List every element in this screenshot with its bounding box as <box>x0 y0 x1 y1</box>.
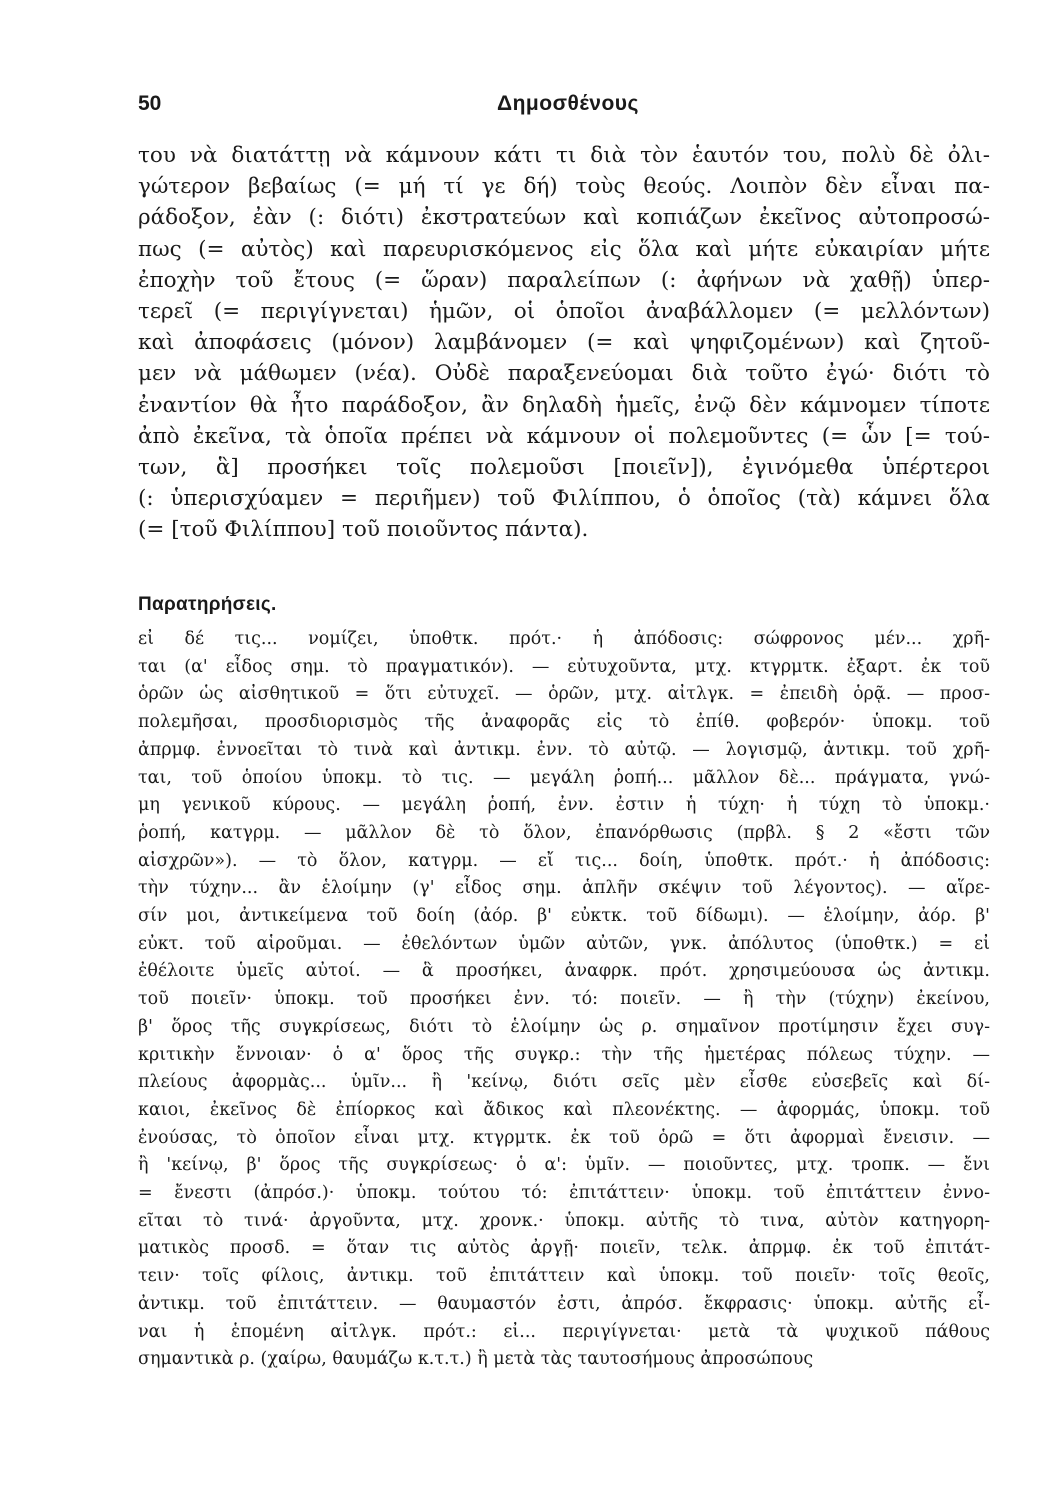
note-line: ῥοπή, κατγρμ. — μᾶλλον δὲ τὸ ὅλον, ἐπανόρθωσις (πρβλ. § 2 «ἔστι τῶν <box>138 822 990 843</box>
text-line: των, ἃ] προσήκει τοῖς πολεμοῦσι [ποιεῖν]), ἐγινόμεθα ὑπέρτεροι <box>138 455 990 481</box>
text-line: καὶ ἀποφάσεις (μόνον) λαμβάνομεν (= καὶ ψηφιζομένων) καὶ ζητοῦ- <box>138 330 990 356</box>
note-line: κριτικὴν ἔννοιαν· ὁ α' ὅρος τῆς συγκρ.: τὴν τῆς ἡμετέρας πόλεως τύχην. — <box>138 1044 990 1065</box>
note-line: πολεμῆσαι, προσδιορισμὸς τῆς ἀναφορᾶς εἰς τὸ ἐπίθ. φοβερόν· ὑποκμ. τοῦ <box>138 712 990 733</box>
running-title: Δημοσθένους <box>497 92 639 115</box>
notes-heading: Παρατηρήσεις. <box>138 594 277 615</box>
text-line: τερεῖ (= περιγίγνεται) ἡμῶν, οἱ ὁποῖοι ἀναβάλλομεν (= μελλόντων) <box>138 299 990 325</box>
note-line: μη γενικοῦ κύρους. — μεγάλη ῥοπή, ἐνν. ἐστιν ἡ τύχη· ἡ τύχη τὸ ὑποκμ.· <box>138 795 990 816</box>
note-line: ἀντικμ. τοῦ ἐπιτάττειν. — θαυμαστόν ἐστι, ἀπρόσ. ἔκφρασις· ὑποκμ. αὐτῆς εἶ- <box>138 1293 990 1314</box>
notes-text <box>138 626 990 1374</box>
text-line: γώτερον βεβαίως (= μή τί γε δή) τοὺς θεούς. Λοιπὸν δὲν εἶναι πα- <box>138 174 990 200</box>
text-line: ἐναντίον θὰ ἦτο παράδοξον, ἂν δηλαδὴ ἡμεῖς, ἐνῷ δὲν κάμνομεν τίποτε <box>138 392 990 418</box>
note-line: ἀπρμφ. ἐννοεῖται τὸ τινὰ καὶ ἀντικμ. ἐνν. τὸ αὐτῷ. — λογισμῷ, ἀντικμ. τοῦ χρῆ- <box>138 739 990 760</box>
text-line: (= [τοῦ Φιλίππου] τοῦ ποιοῦντος πάντα). <box>138 517 589 543</box>
note-line: πλείους ἀφορμὰς... ὑμῖν... ἢ 'κείνῳ, διότι σεῖς μὲν εἶσθε εὐσεβεῖς καὶ δί- <box>138 1072 990 1093</box>
page-number: 50 <box>138 92 162 115</box>
note-line: ναι ἡ ἑπομένη αἰτλγκ. πρότ.: εἰ... περιγίγνεται· μετὰ τὰ ψυχικοῦ πάθους <box>138 1321 990 1342</box>
note-line: εὐκτ. τοῦ αἱροῦμαι. — ἐθελόντων ὑμῶν αὐτῶν, γνκ. ἀπόλυτος (ὑποθτκ.) = εἰ <box>138 933 990 954</box>
text-line: ἐποχὴν τοῦ ἔτους (= ὥραν) παραλείπων (: ἀφήνων νὰ χαθῇ) ὑπερ- <box>138 267 990 293</box>
page-header <box>138 92 998 126</box>
note-line: αἰσχρῶν»). — τὸ ὅλον, κατγρμ. — εἴ τις... δοίη, ὑποθτκ. πρότ.· ἡ ἀπόδοσις: <box>138 850 990 871</box>
text-line: ἀπὸ ἐκεῖνα, τὰ ὁποῖα πρέπει νὰ κάμνουν οἱ πολεμοῦντες (= ὧν [= τού- <box>138 423 990 449</box>
note-line: τοῦ ποιεῖν· ὑποκμ. τοῦ προσήκει ἐνν. τό: ποιεῖν. — ἢ τὴν (τύχην) ἐκείνου, <box>138 989 990 1010</box>
note-line: ἐθέλοιτε ὑμεῖς αὐτοί. — ἃ προσήκει, ἀναφρκ. πρότ. χρησιμεύουσα ὡς ἀντικμ. <box>138 961 990 982</box>
note-line: εῖται τὸ τινά· ἀργοῦντα, μτχ. χρονκ.· ὑποκμ. αὐτῆς τὸ τινα, αὐτὸν κατηγορη- <box>138 1210 990 1231</box>
note-line: τὴν τύχην... ἂν ἑλοίμην (γ' εἶδος σημ. ἁπλῆν σκέψιν τοῦ λέγοντος). — αἵρε- <box>138 878 990 899</box>
note-line: = ἔνεστι (ἀπρόσ.)· ὑποκμ. τούτου τό: ἐπιτάττειν· ὑποκμ. τοῦ ἐπιτάττειν ἐννο- <box>138 1183 990 1204</box>
text-line: (: ὑπερισχύαμεν = περιῆμεν) τοῦ Φιλίππου, ὁ ὁποῖος (τὰ) κάμνει ὅλα <box>138 486 990 512</box>
text-line: ράδοξον, ἐὰν (: διότι) ἐκστρατεύων καὶ κοπιάζων ἐκεῖνος αὐτοπροσώ- <box>138 205 990 231</box>
note-line: ται, τοῦ ὁποίου ὑποκμ. τὸ τις. — μεγάλη ῥοπή... μᾶλλον δὲ... πράγματα, γνώ- <box>138 767 990 788</box>
note-line: καιοι, ἐκεῖνος δὲ ἐπίορκος καὶ ἄδικος καὶ πλεονέκτης. — ἀφορμάς, ὑποκμ. τοῦ <box>138 1099 990 1120</box>
note-line: ματικὸς προσδ. = ὅταν τις αὐτὸς ἀργῇ· ποιεῖν, τελκ. ἀπρμφ. ἐκ τοῦ ἐπιτάτ- <box>138 1238 990 1259</box>
note-line: σίν μοι, ἀντικείμενα τοῦ δοίη (ἀόρ. β' εὐκτκ. τοῦ δίδωμι). — ἑλοίμην, ἀόρ. β' <box>138 906 990 927</box>
note-line: β' ὅρος τῆς συγκρίσεως, διότι τὸ ἑλοίμην ὡς ρ. σημαῖνον προτίμησιν ἔχει συγ- <box>138 1016 990 1037</box>
translation-text <box>138 140 990 546</box>
text-line: πως (= αὐτὸς) καὶ παρευρισκόμενος εἰς ὅλα καὶ μήτε εὐκαιρίαν μήτε <box>138 236 990 262</box>
note-line: τειν· τοῖς φίλοις, ἀντικμ. τοῦ ἐπιτάττειν καὶ ὑποκμ. τοῦ ποιεῖν· τοῖς θεοῖς, <box>138 1266 990 1287</box>
note-line: ὁρῶν ὡς αἰσθητικοῦ = ὅτι εὐτυχεῖ. — ὁρῶν, μτχ. αἰτλγκ. = ἐπειδὴ ὁρᾷ. — προσ- <box>138 684 990 705</box>
text-line: μεν νὰ μάθωμεν (νέα). Οὐδὲ παραξενεύομαι διὰ τοῦτο ἐγώ· διότι τὸ <box>138 361 990 387</box>
note-line: εἰ δέ τις... νομίζει, ὑποθτκ. πρότ.· ἡ ἀπόδοσις: σώφρονος μέν... χρῆ- <box>138 629 990 649</box>
note-line: ἐνούσας, τὸ ὁποῖον εἶναι μτχ. κτγρμτκ. ἐκ τοῦ ὁρῶ = ὅτι ἀφορμαὶ ἔνεισιν. — <box>138 1127 990 1148</box>
translation-paragraph <box>138 140 990 546</box>
notes-paragraph <box>138 626 990 1374</box>
note-line: σημαντικὰ ρ. (χαίρω, θαυμάζω κ.τ.τ.) ἢ μετὰ τὰς ταυτοσήμους ἀπροσώπους <box>138 1349 814 1370</box>
text-line: του νὰ διατάττῃ νὰ κάμνουν κάτι τι διὰ τὸν ἑαυτόν του, πολὺ δὲ ὀλι- <box>138 143 990 168</box>
note-line: ἢ 'κείνῳ, β' ὅρος τῆς συγκρίσεως· ὁ α': ὑμῖν. — ποιοῦντες, μτχ. τροπκ. — ἔνι <box>138 1155 990 1176</box>
note-line: ται (α' εἶδος σημ. τὸ πραγματικόν). — εὐτυχοῦντα, μτχ. κτγρμτκ. ἐξαρτ. ἐκ τοῦ <box>138 656 990 677</box>
